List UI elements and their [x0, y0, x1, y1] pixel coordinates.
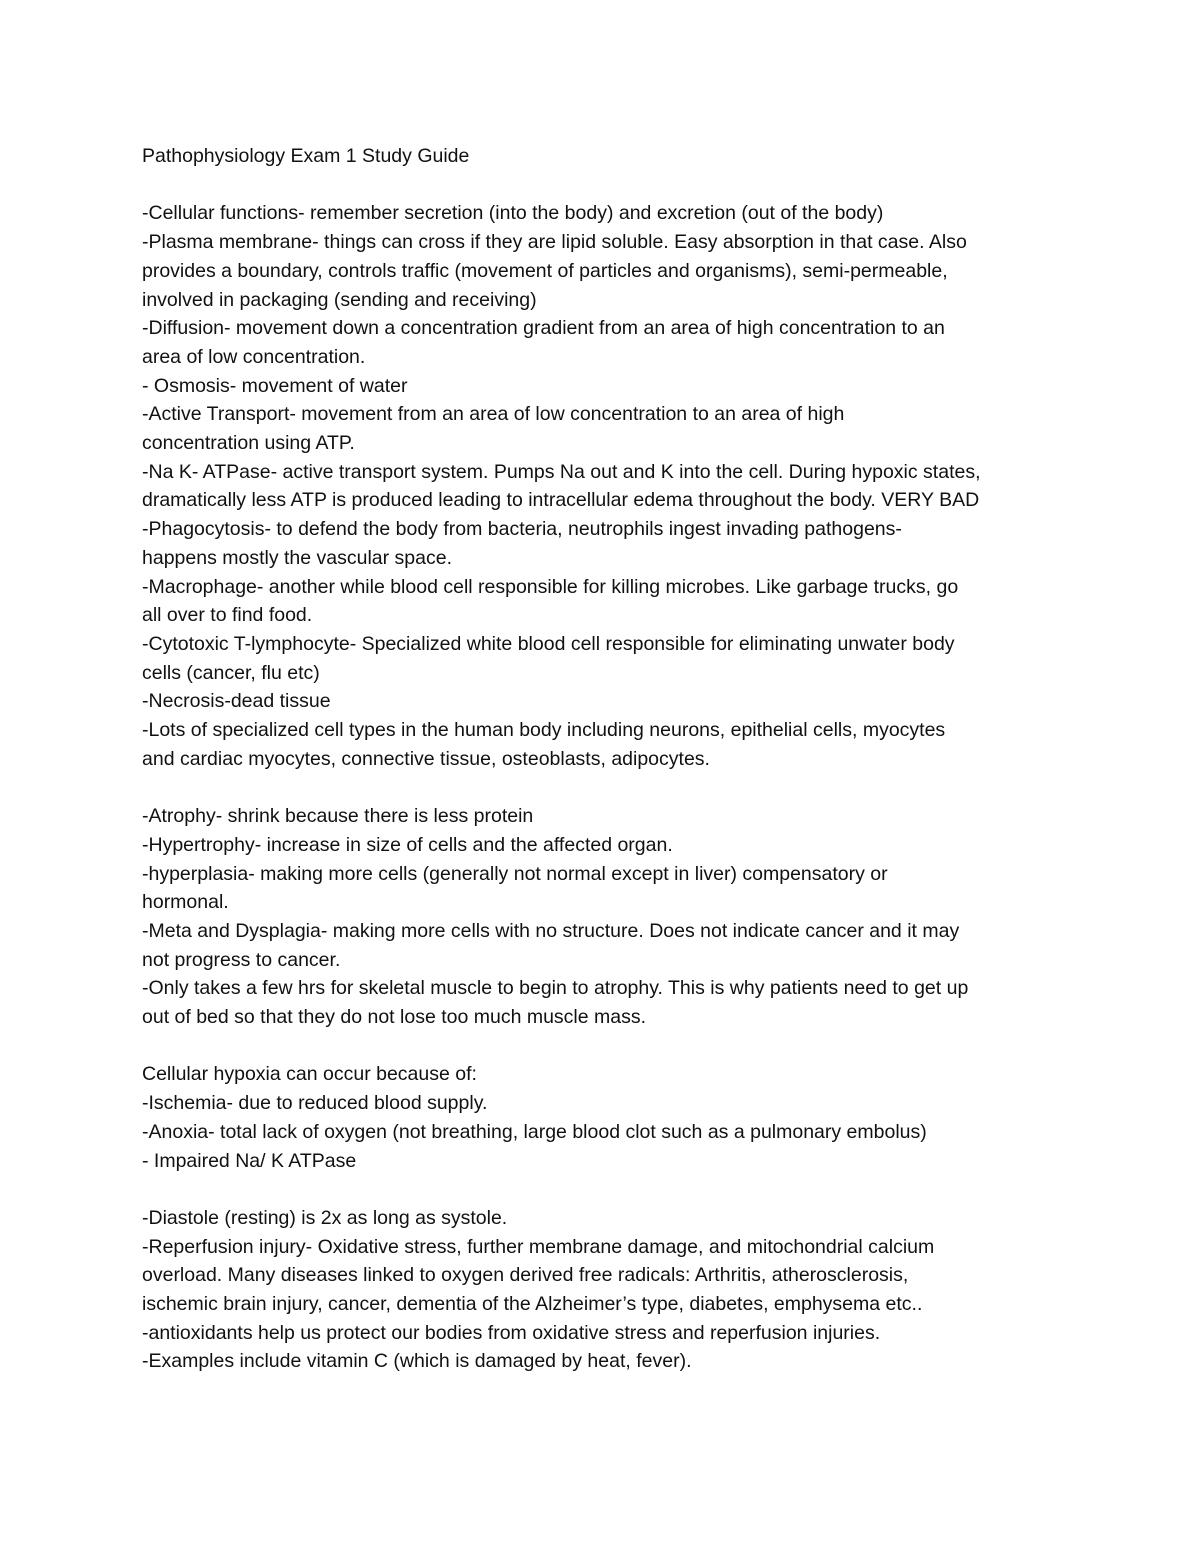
text-line: -Cellular functions- remember secretion (into the body) and excretion (out of the body)	[142, 202, 884, 225]
spacer	[142, 1032, 1072, 1061]
section-reperfusion	[142, 1204, 1072, 1376]
text-line: cells (cancer, flu etc)	[142, 661, 320, 684]
text-line: -Meta and Dysplagia- making more cells with no structure. Does not indicate cancer and it may	[142, 919, 960, 942]
text-line: happens mostly the vascular space.	[142, 546, 453, 569]
text-line: involved in packaging (sending and receiving)	[142, 288, 537, 311]
text-line: -Only takes a few hrs for skeletal muscle to begin to atrophy. This is why patients need to get up	[142, 977, 969, 1000]
document-body	[142, 142, 1072, 1376]
text-line: - Impaired Na/ K ATPase	[142, 1149, 357, 1172]
text-line: -Necrosis-dead tissue	[142, 690, 331, 713]
text-line: -Active Transport- movement from an area of low concentration to an area of high	[142, 403, 845, 426]
text-line: -Reperfusion injury- Oxidative stress, further membrane damage, and mitochondrial calcium	[142, 1235, 935, 1258]
section-cell-functions	[142, 199, 1072, 773]
text-line: -Hypertrophy- increase in size of cells and the affected organ.	[142, 833, 673, 856]
text-line: out of bed so that they do not lose too much muscle mass.	[142, 1006, 647, 1029]
text-line: -Phagocytosis- to defend the body from bacteria, neutrophils ingest invading pathogens-	[142, 518, 902, 541]
section-cellular-hypoxia	[142, 1060, 1072, 1175]
text-line: -Examples include vitamin C (which is damaged by heat, fever).	[142, 1350, 692, 1373]
text-line: -Plasma membrane- things can cross if they are lipid soluble. Easy absorption in that case. Also	[142, 231, 967, 254]
text-line: -antioxidants help us protect our bodies from oxidative stress and reperfusion injuries.	[142, 1321, 881, 1344]
text-line: Cellular hypoxia can occur because of:	[142, 1063, 477, 1086]
spacer	[142, 1175, 1072, 1204]
text-line: -Diastole (resting) is 2x as long as systole.	[142, 1206, 508, 1229]
text-line: area of low concentration.	[142, 345, 366, 368]
text-line: hormonal.	[142, 891, 229, 914]
text-line: -Macrophage- another while blood cell responsible for killing microbes. Like garbage trucks, go	[142, 575, 959, 598]
document-title: Pathophysiology Exam 1 Study Guide	[142, 145, 470, 167]
spacer	[142, 773, 1072, 802]
text-line: provides a boundary, controls traffic (movement of particles and organisms), semi-permeable,	[142, 259, 948, 282]
text-line: -Anoxia- total lack of oxygen (not breathing, large blood clot such as a pulmonary embolus)	[142, 1120, 927, 1143]
text-line: -Ischemia- due to reduced blood supply.	[142, 1092, 488, 1115]
text-line: overload. Many diseases linked to oxygen derived free radicals: Arthritis, atherosclerosis,	[142, 1264, 909, 1287]
text-line: - Osmosis- movement of water	[142, 374, 408, 397]
text-line: dramatically less ATP is produced leading to intracellular edema throughout the body. VERY BAD	[142, 489, 980, 512]
text-line: all over to find food.	[142, 604, 313, 627]
text-line: -Atrophy- shrink because there is less protein	[142, 805, 534, 828]
text-line: -Diffusion- movement down a concentration gradient from an area of high concentration to an	[142, 317, 945, 340]
text-line: -Na K- ATPase- active transport system. Pumps Na out and K into the cell. During hypoxic states,	[142, 460, 981, 483]
text-line: not progress to cancer.	[142, 948, 341, 971]
text-line: -Lots of specialized cell types in the human body including neurons, epithelial cells, myocytes	[142, 719, 946, 742]
section-cell-adaptation	[142, 802, 1072, 1032]
spacer	[142, 171, 1072, 200]
text-line: -hyperplasia- making more cells (generally not normal except in liver) compensatory or	[142, 862, 888, 885]
text-line: ischemic brain injury, cancer, dementia of the Alzheimer’s type, diabetes, emphysema etc..	[142, 1293, 923, 1316]
text-line: and cardiac myocytes, connective tissue, osteoblasts, adipocytes.	[142, 747, 710, 770]
text-line: -Cytotoxic T-lymphocyte- Specialized white blood cell responsible for eliminating unwater body	[142, 632, 955, 655]
text-line: concentration using ATP.	[142, 432, 355, 455]
